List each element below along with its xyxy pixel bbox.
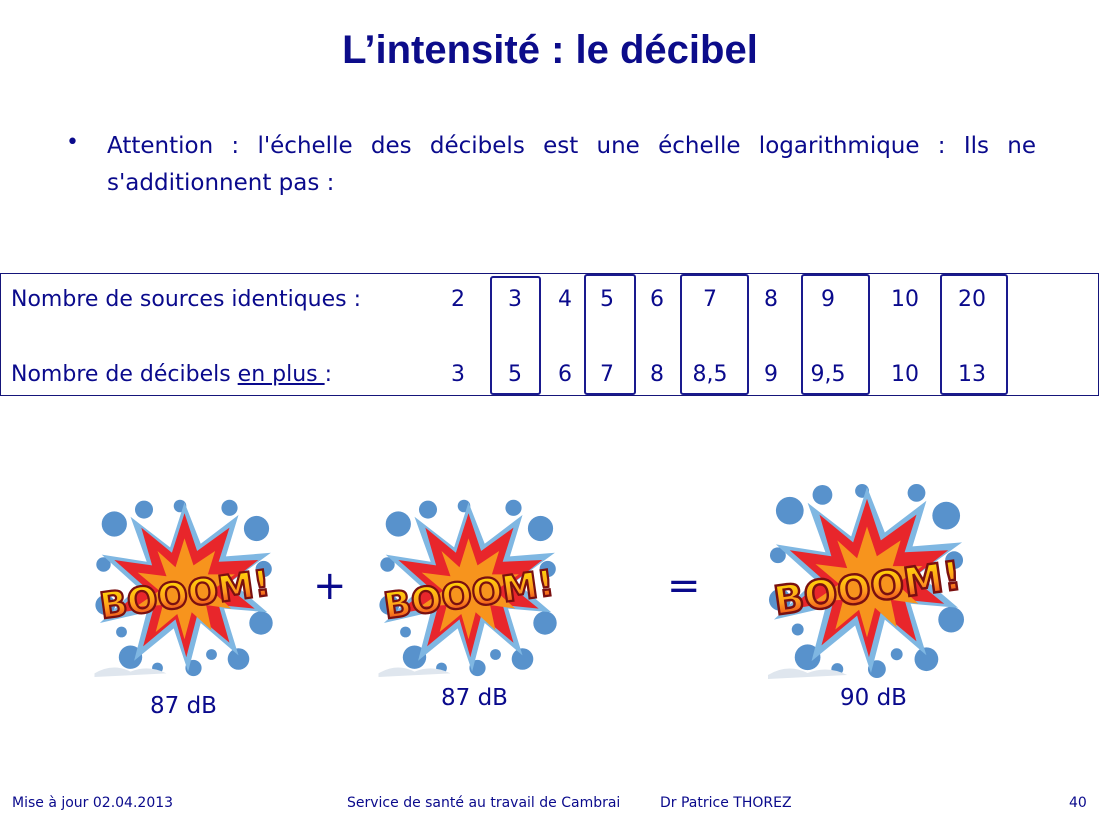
bullet-text: Attention : l'échelle des décibels est une échelle logarithmique : Ils ne s'additionnent pas : xyxy=(107,133,1036,196)
sources-cell: 9 xyxy=(821,287,835,312)
boom-icon xyxy=(93,497,276,677)
footer-author: Dr Patrice THOREZ xyxy=(660,795,792,811)
decibels-cell: 5 xyxy=(508,362,522,387)
decibels-cell: 7 xyxy=(600,362,614,387)
sources-cell: 4 xyxy=(558,287,572,312)
equals-sign: = xyxy=(667,563,701,609)
boom-icon xyxy=(377,497,560,677)
sources-cell: 8 xyxy=(764,287,778,312)
decibels-cell: 10 xyxy=(891,362,919,387)
db-label-right: 90 dB xyxy=(840,685,907,711)
decibels-cell: 9 xyxy=(764,362,778,387)
decibels-cell: 6 xyxy=(558,362,572,387)
slide-title: L’intensité : le décibel xyxy=(342,28,758,72)
highlight-box xyxy=(940,274,1008,395)
decibels-cell: 13 xyxy=(958,362,986,387)
footer-page-number: 40 xyxy=(1069,795,1087,811)
sources-cell: 2 xyxy=(451,287,465,312)
highlight-box xyxy=(584,274,636,395)
sources-cell: 7 xyxy=(703,287,717,312)
row-label-sources: Nombre de sources identiques : xyxy=(11,287,362,312)
decibels-cell: 8 xyxy=(650,362,664,387)
bullet-point xyxy=(66,128,1036,202)
boom-image-left xyxy=(93,497,276,677)
footer-service: Service de santé au travail de Cambrai xyxy=(347,795,621,811)
boom-icon xyxy=(766,481,968,679)
sources-cell: 20 xyxy=(958,287,986,312)
highlight-box xyxy=(680,274,749,395)
bullet-icon: • xyxy=(66,130,79,155)
db-label-left: 87 dB xyxy=(150,693,217,719)
boom-image-middle xyxy=(377,497,560,677)
sources-cell: 3 xyxy=(508,287,522,312)
decibels-cell: 8,5 xyxy=(692,362,728,387)
sources-cell: 6 xyxy=(650,287,664,312)
sources-cell: 5 xyxy=(600,287,614,312)
highlight-box xyxy=(801,274,870,395)
highlight-box xyxy=(490,276,541,395)
decibels-cell: 9,5 xyxy=(810,362,846,387)
row-label-decibels xyxy=(11,362,332,387)
boom-image-right xyxy=(766,481,968,679)
decibels-cell: 3 xyxy=(451,362,465,387)
row-label-decibels-prefix: Nombre de décibels xyxy=(11,362,238,387)
row-label-decibels-underlined: en plus xyxy=(237,362,325,387)
footer-updated: Mise à jour 02.04.2013 xyxy=(12,795,174,811)
plus-sign: + xyxy=(313,563,347,609)
sources-cell: 10 xyxy=(891,287,919,312)
row-label-decibels-suffix: : xyxy=(324,362,333,387)
db-label-middle: 87 dB xyxy=(441,685,508,711)
